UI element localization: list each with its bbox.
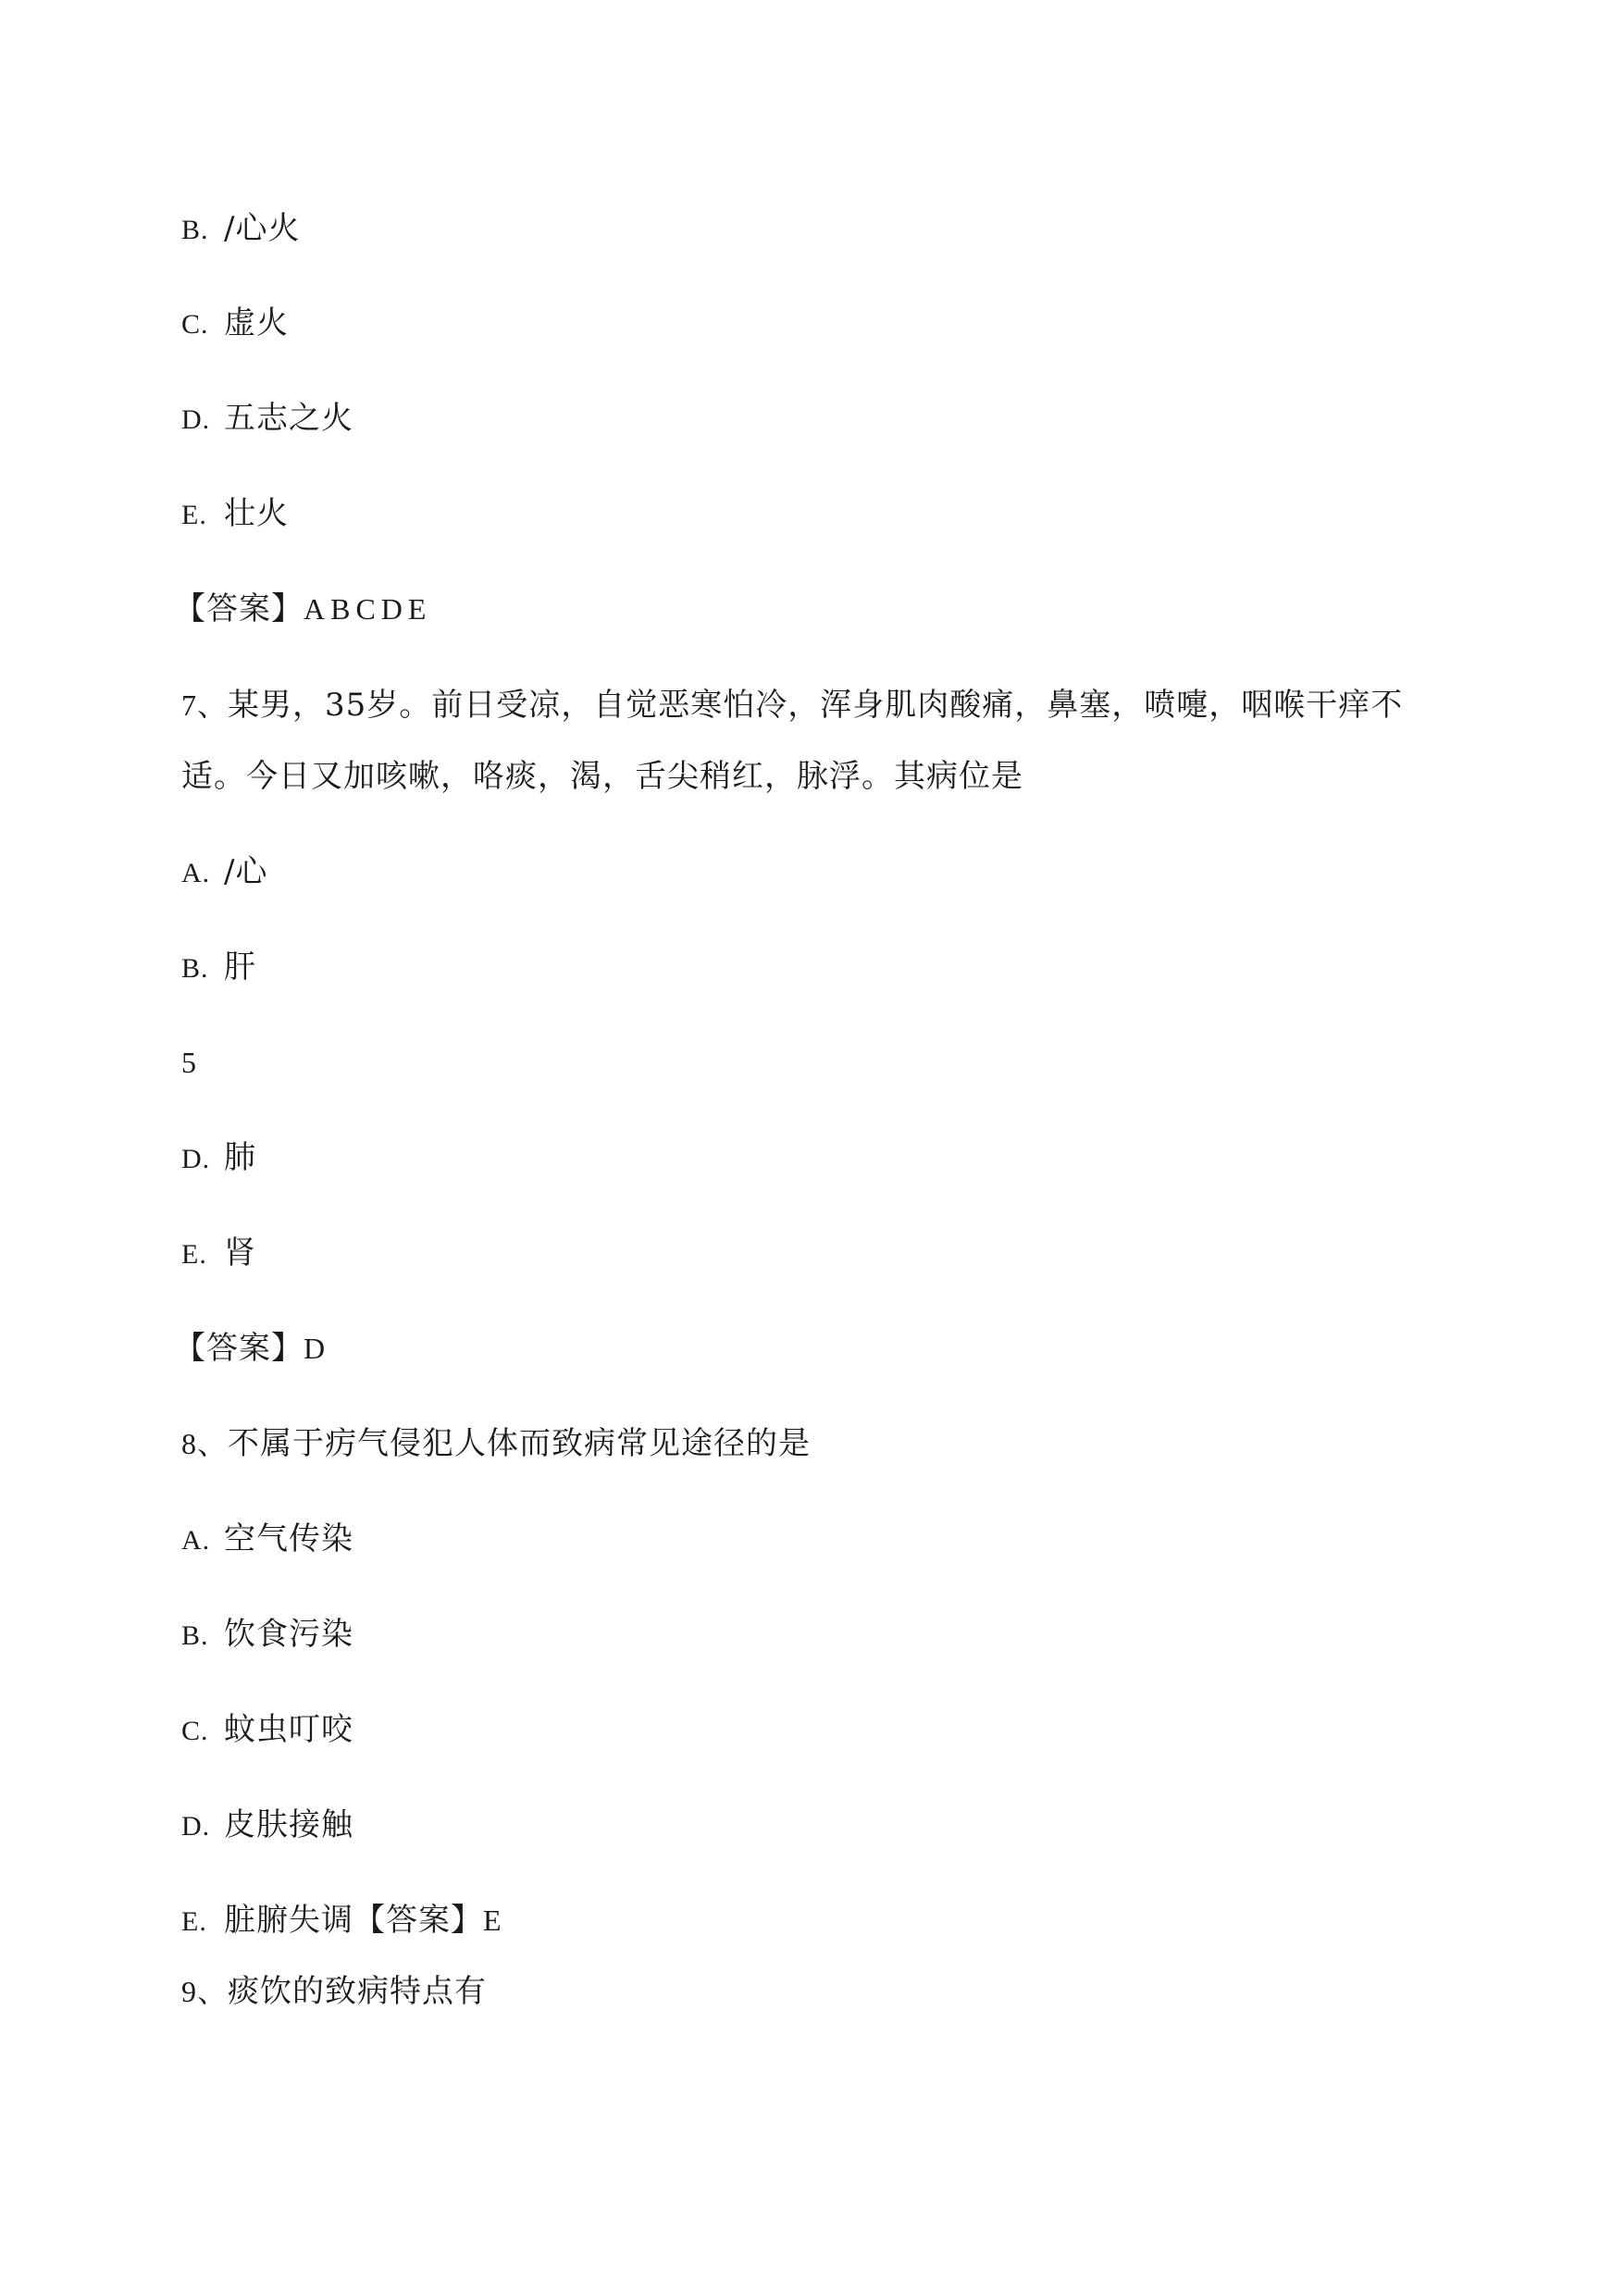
option-a-kongqi bbox=[181, 1519, 353, 1561]
option-d-pifu bbox=[181, 1805, 353, 1847]
option-b-yinshi bbox=[181, 1614, 353, 1656]
option-text: 壮火 bbox=[224, 495, 289, 532]
answer-label: 【答案】 bbox=[353, 1902, 483, 1939]
option-letter: C. bbox=[181, 309, 209, 340]
option-text: 蚊虫叮咬 bbox=[224, 1711, 353, 1748]
question-number: 9、 bbox=[181, 1975, 229, 2008]
option-text: 虚火 bbox=[224, 304, 289, 341]
option-letter: D. bbox=[181, 404, 211, 435]
answer-q6 bbox=[174, 589, 431, 629]
option-e-zhuanghuo bbox=[181, 493, 289, 536]
option-e-shen bbox=[181, 1233, 256, 1275]
answer-value: D bbox=[304, 1332, 331, 1365]
option-letter: D. bbox=[181, 1811, 211, 1842]
option-c-xuhuo bbox=[181, 303, 289, 345]
option-a-xin bbox=[181, 851, 267, 894]
option-letter: A. bbox=[181, 858, 211, 888]
option-text: 肾 bbox=[224, 1234, 256, 1272]
question-text: 不属于疠气侵犯人体而致病常见途径的是 bbox=[228, 1425, 812, 1462]
question-8 bbox=[181, 1423, 811, 1464]
option-letter: B. bbox=[181, 1620, 209, 1651]
question-text: 适。今日又加咳嗽，咯痰，渴，舌尖稍红，脉浮。其病位是 bbox=[181, 758, 1023, 795]
option-text: 皮肤接触 bbox=[224, 1806, 353, 1843]
option-text: 脏腑失调 bbox=[224, 1902, 353, 1939]
option-c-wenchong bbox=[181, 1709, 353, 1752]
option-d-fei bbox=[181, 1137, 256, 1180]
question-7 bbox=[181, 685, 1403, 726]
question-number: 8、 bbox=[181, 1427, 229, 1460]
option-d-wuzhi bbox=[181, 398, 353, 440]
option-text: /心 bbox=[224, 853, 268, 890]
answer-value: ABCDE bbox=[304, 592, 432, 626]
question-7-continued bbox=[181, 756, 1023, 797]
answer-q7 bbox=[174, 1328, 330, 1369]
option-e-zangfu-with-answer bbox=[181, 1900, 507, 1942]
option-text: 空气传染 bbox=[224, 1520, 353, 1557]
question-number: 7、 bbox=[181, 688, 229, 722]
question-9 bbox=[181, 1971, 487, 2012]
option-letter: D. bbox=[181, 1144, 211, 1174]
option-letter: C. bbox=[181, 1716, 209, 1746]
answer-value: E bbox=[483, 1904, 507, 1937]
stray-number bbox=[181, 1042, 197, 1083]
option-text: /心火 bbox=[224, 210, 301, 247]
option-letter: E. bbox=[181, 1906, 207, 1937]
option-letter: E. bbox=[181, 500, 207, 530]
option-text: 饮食污染 bbox=[224, 1616, 353, 1653]
question-text: 痰饮的致病特点有 bbox=[228, 1973, 488, 2010]
option-letter: A. bbox=[181, 1525, 211, 1556]
option-text: 肺 bbox=[224, 1139, 256, 1176]
option-letter: B. bbox=[181, 953, 209, 984]
option-b-gan bbox=[181, 947, 256, 989]
answer-label: 【答案】 bbox=[174, 590, 304, 627]
option-text: 肝 bbox=[224, 949, 256, 986]
question-text: 某男，35岁。前日受凉，自觉恶寒怕冷，浑身肌肉酸痛，鼻塞，喷嚏，咽喉干痒不 bbox=[228, 687, 1404, 724]
stray-text: 5 bbox=[181, 1046, 197, 1079]
option-text: 五志之火 bbox=[224, 400, 353, 437]
option-letter: B. bbox=[181, 215, 209, 245]
answer-label: 【答案】 bbox=[174, 1330, 304, 1367]
option-letter: E. bbox=[181, 1239, 207, 1270]
option-b-xinhuo bbox=[181, 208, 300, 251]
